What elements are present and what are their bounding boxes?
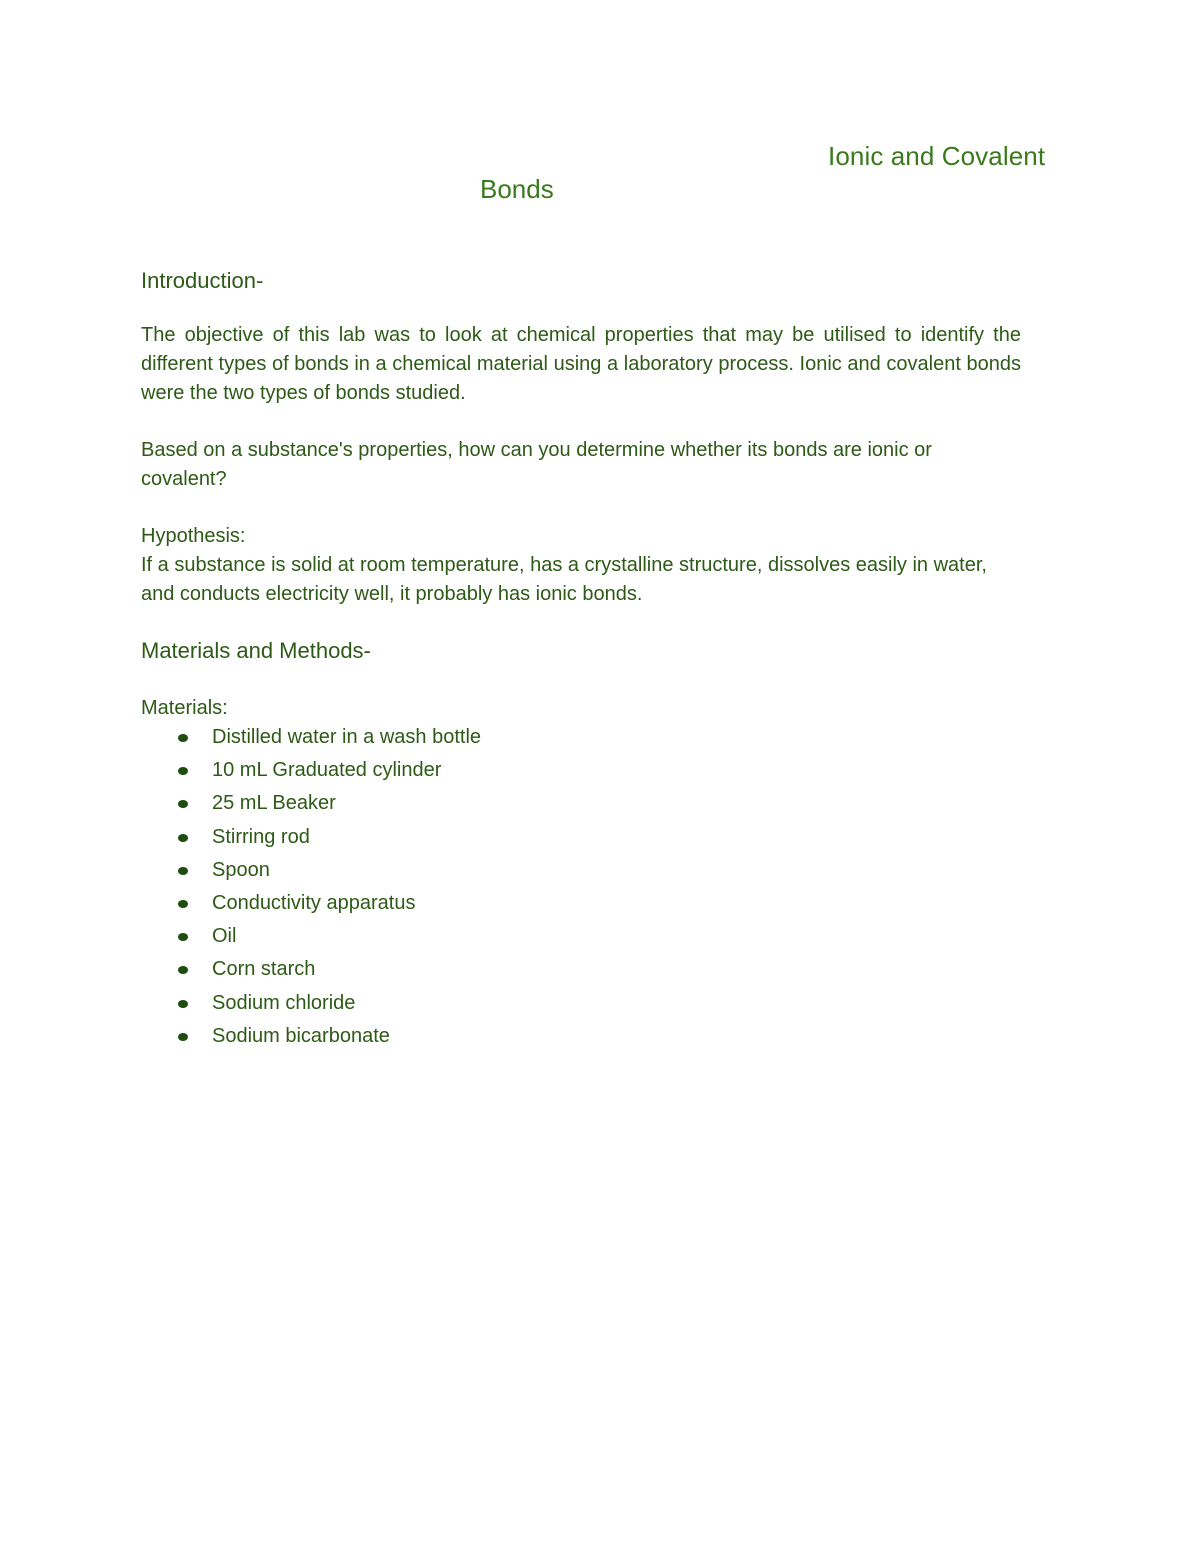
document-title-line-1: Ionic and Covalent — [828, 141, 1046, 171]
material-item-label: Corn starch — [212, 958, 316, 981]
bullet-icon — [178, 734, 188, 742]
research-question: Based on a substance's properties, how can you determine whether its bonds are ionic or covalent? — [141, 439, 932, 490]
list-item — [141, 989, 1021, 1022]
list-item — [141, 789, 1021, 822]
material-item-label: Distilled water in a wash bottle — [212, 726, 482, 748]
list-item — [141, 823, 1021, 856]
material-item-label: Sodium bicarbonate — [212, 1024, 390, 1047]
bullet-icon — [178, 834, 188, 842]
bullet-icon — [178, 800, 188, 808]
material-item-label: Oil — [212, 925, 237, 948]
bullet-icon — [178, 767, 188, 775]
material-item-label: Conductivity apparatus — [212, 891, 416, 914]
materials-label: Materials: — [141, 697, 228, 719]
material-item-label: 10 mL Graduated cylinder — [212, 759, 442, 782]
introduction-heading: Introduction- — [141, 268, 264, 293]
list-item — [141, 1022, 1021, 1055]
list-item — [141, 756, 1021, 789]
list-item — [141, 922, 1021, 955]
bullet-icon — [178, 966, 188, 974]
materials-methods-heading: Materials and Methods- — [141, 638, 371, 663]
document-body — [141, 266, 1021, 1055]
material-item-label: Spoon — [212, 858, 270, 881]
material-item-label: 25 mL Beaker — [212, 792, 336, 815]
bullet-icon — [178, 933, 188, 941]
bullet-icon — [178, 867, 188, 875]
hypothesis-text: If a substance is solid at room temperature, has a crystalline structure, dissolves easily in water, and conducts electricity well, it probably has ionic bonds. — [141, 554, 987, 605]
bullet-icon — [178, 1000, 188, 1008]
bullet-icon — [178, 900, 188, 908]
list-item — [141, 889, 1021, 922]
list-item — [141, 856, 1021, 889]
materials-list — [141, 723, 1021, 1055]
hypothesis-label: Hypothesis: — [141, 525, 246, 547]
list-item — [141, 955, 1021, 988]
list-item — [141, 723, 1021, 756]
document-title-line-2: Bonds — [480, 174, 554, 204]
introduction-paragraph: The objective of this lab was to look at chemical properties that may be utilised to identify the different types of bonds in a chemical material using a laboratory process. Ionic and covalent bonds were the two types of bonds studied. — [141, 324, 1021, 404]
material-item-label: Sodium chloride — [212, 991, 356, 1014]
material-item-label: Stirring rod — [212, 825, 310, 848]
bullet-icon — [178, 1033, 188, 1041]
